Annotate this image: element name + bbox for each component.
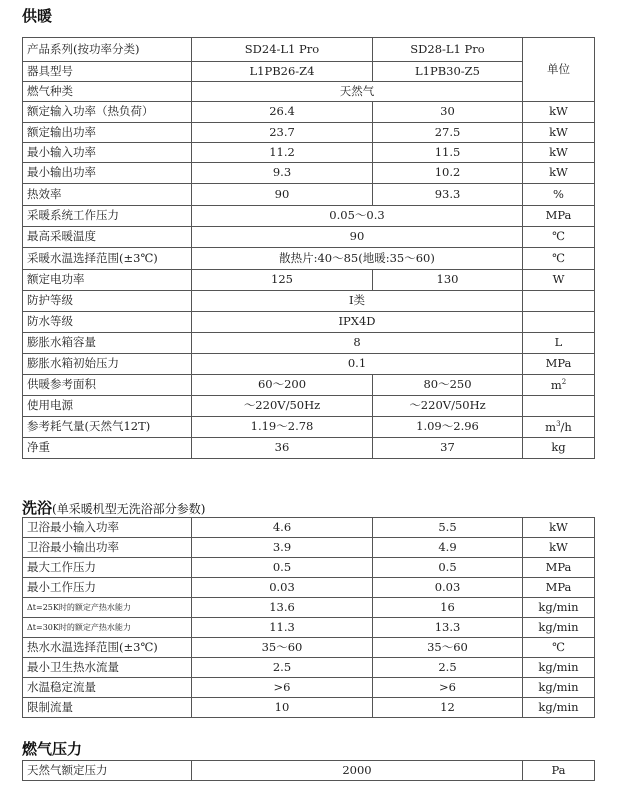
value-model-2: 10.2: [373, 163, 523, 184]
value-merged: 2000: [192, 761, 523, 781]
unit-cell: kW: [523, 123, 595, 143]
value-model-1: ～220V/50Hz: [192, 396, 373, 417]
value-model-2: 37: [373, 438, 523, 459]
table-row: [23, 333, 595, 354]
table-row: [23, 375, 595, 396]
row-label: 产品系列(按功率分类): [23, 38, 192, 62]
value-model-1: 4.6: [192, 518, 373, 538]
table-row: [23, 143, 595, 163]
table-row: [23, 417, 595, 438]
value-merged: 0.1: [192, 354, 523, 375]
table-row: [23, 354, 595, 375]
value-model-1: 11.3: [192, 618, 373, 638]
gas-table: [22, 760, 595, 781]
value-model-2: 30: [373, 102, 523, 123]
value-model-2: 16: [373, 598, 523, 618]
value-model-1: 35～60: [192, 638, 373, 658]
value-model-1: 0.03: [192, 578, 373, 598]
value-model-1: 10: [192, 698, 373, 718]
table-row: [23, 38, 595, 62]
value-model-1: 3.9: [192, 538, 373, 558]
value-model-2: 13.3: [373, 618, 523, 638]
shower-title: 洗浴(单采暖机型无洗浴部分参数): [22, 499, 206, 517]
value-model-1: SD24-L1 Pro: [192, 38, 373, 62]
unit-cell: ℃: [523, 248, 595, 270]
row-label: 净重: [23, 438, 192, 459]
unit-cell: MPa: [523, 206, 595, 227]
value-model-1: 9.3: [192, 163, 373, 184]
value-model-2: 27.5: [373, 123, 523, 143]
unit-exponent: 3: [556, 419, 561, 428]
unit-base: m: [550, 377, 562, 392]
table-row: [23, 312, 595, 333]
table-row: [23, 248, 595, 270]
table-row: [23, 291, 595, 312]
table-row: [23, 184, 595, 206]
value-model-1: 60～200: [192, 375, 373, 396]
row-label: 防护等级: [23, 291, 192, 312]
gas-title: 燃气压力: [22, 740, 83, 758]
table-row: [23, 598, 595, 618]
table-row: [23, 558, 595, 578]
row-label: 膨胀水箱初始压力: [23, 354, 192, 375]
table-row: [23, 658, 595, 678]
table-row: [23, 123, 595, 143]
table-row: [23, 678, 595, 698]
value-merged: I类: [192, 291, 523, 312]
row-label: 燃气种类: [23, 82, 192, 102]
value-model-2: 5.5: [373, 518, 523, 538]
row-label: 使用电源: [23, 396, 192, 417]
value-merged: IPX4D: [192, 312, 523, 333]
unit-cell: kg/min: [523, 598, 595, 618]
value-model-2: 80～250: [373, 375, 523, 396]
row-label: 额定输入功率（热负荷）: [23, 102, 192, 123]
table-row: [23, 698, 595, 718]
value-merged: 0.05～0.3: [192, 206, 523, 227]
unit-cell: kW: [523, 163, 595, 184]
value-model-1: 36: [192, 438, 373, 459]
unit-exponent: 2: [561, 377, 567, 386]
value-model-2: ～220V/50Hz: [373, 396, 523, 417]
row-label: 参考耗气量(天然气12T): [23, 417, 192, 438]
value-model-1: 26.4: [192, 102, 373, 123]
table-row: [23, 102, 595, 123]
value-model-2: >6: [373, 678, 523, 698]
value-model-2: 93.3: [373, 184, 523, 206]
unit-base: m: [545, 419, 557, 434]
row-label: 最小输入功率: [23, 143, 192, 163]
value-model-1: 1.19～2.78: [192, 417, 373, 438]
table-row: [23, 163, 595, 184]
row-label: 卫浴最小输入功率: [23, 518, 192, 538]
row-label: 天然气额定压力: [23, 761, 192, 781]
unit-header: 单位: [523, 38, 595, 102]
value-model-2: 35～60: [373, 638, 523, 658]
unit-cell: ℃: [523, 227, 595, 248]
table-row: [23, 578, 595, 598]
value-model-1: >6: [192, 678, 373, 698]
table-row: [23, 761, 595, 781]
value-model-1: 13.6: [192, 598, 373, 618]
table-row: [23, 206, 595, 227]
row-label: 供暖参考面积: [23, 375, 192, 396]
table-row: [23, 270, 595, 291]
unit-cell: MPa: [523, 354, 595, 375]
row-label: 限制流量: [23, 698, 192, 718]
row-label: 膨胀水箱容量: [23, 333, 192, 354]
unit-cell: kW: [523, 102, 595, 123]
unit-cell: ℃: [523, 638, 595, 658]
unit-cell: MPa: [523, 578, 595, 598]
table-row: [23, 227, 595, 248]
value-model-2: 130: [373, 270, 523, 291]
heating-table: [22, 37, 595, 459]
value-model-2: 2.5: [373, 658, 523, 678]
value-merged: 90: [192, 227, 523, 248]
table-row: [23, 618, 595, 638]
value-model-1: 125: [192, 270, 373, 291]
row-label: 卫浴最小输出功率: [23, 538, 192, 558]
row-label: 最小输出功率: [23, 163, 192, 184]
value-model-2: 0.03: [373, 578, 523, 598]
shower-subtitle: (单采暖机型无洗浴部分参数): [52, 502, 206, 516]
value-model-2: 0.5: [373, 558, 523, 578]
value-model-1: 0.5: [192, 558, 373, 578]
unit-cell: [523, 312, 595, 333]
value-model-2: L1PB30-Z5: [373, 62, 523, 82]
unit-cell: L: [523, 333, 595, 354]
table-row: [23, 538, 595, 558]
value-merged: 8: [192, 333, 523, 354]
row-label: Δt=25K时的额定产热水能力: [23, 598, 192, 618]
unit-cell: kW: [523, 538, 595, 558]
unit-cell: kg/min: [523, 678, 595, 698]
value-model-1: 90: [192, 184, 373, 206]
unit-cell: [523, 417, 595, 438]
table-row: [23, 82, 595, 102]
table-row: [23, 638, 595, 658]
row-label: Δt=30K时的额定产热水能力: [23, 618, 192, 638]
row-label: 热效率: [23, 184, 192, 206]
row-label: 最小工作压力: [23, 578, 192, 598]
unit-cell: kW: [523, 518, 595, 538]
row-label: 最大工作压力: [23, 558, 192, 578]
unit-cell: MPa: [523, 558, 595, 578]
unit-cell: kW: [523, 143, 595, 163]
table-row: [23, 518, 595, 538]
unit-cell: [523, 375, 595, 396]
unit-cell: [523, 291, 595, 312]
unit-cell: %: [523, 184, 595, 206]
unit-cell: Pa: [523, 761, 595, 781]
row-label: 最小卫生热水流量: [23, 658, 192, 678]
unit-cell: kg/min: [523, 658, 595, 678]
value-model-1: 23.7: [192, 123, 373, 143]
value-model-2: 1.09～2.96: [373, 417, 523, 438]
row-label: 水温稳定流量: [23, 678, 192, 698]
row-label: 额定电功率: [23, 270, 192, 291]
value-model-2: 4.9: [373, 538, 523, 558]
row-label: 热水水温选择范围(±3℃): [23, 638, 192, 658]
value-model-2: 11.5: [373, 143, 523, 163]
shower-table: [22, 517, 595, 718]
unit-cell: [523, 396, 595, 417]
unit-cell: kg/min: [523, 698, 595, 718]
unit-cell: kg/min: [523, 618, 595, 638]
value-merged: 散热片:40～85(地暖:35～60): [192, 248, 523, 270]
table-row: [23, 438, 595, 459]
value-model-2: 12: [373, 698, 523, 718]
value-model-1: L1PB26-Z4: [192, 62, 373, 82]
row-label: 额定输出功率: [23, 123, 192, 143]
row-label: 采暖水温选择范围(±3℃): [23, 248, 192, 270]
row-label: 器具型号: [23, 62, 192, 82]
unit-cell: W: [523, 270, 595, 291]
row-label: 采暖系统工作压力: [23, 206, 192, 227]
value-model-1: 2.5: [192, 658, 373, 678]
value-model-2: SD28-L1 Pro: [373, 38, 523, 62]
heating-title: 供暖: [22, 7, 53, 25]
table-row: [23, 62, 595, 82]
row-label: 最高采暖温度: [23, 227, 192, 248]
value-model-1: 11.2: [192, 143, 373, 163]
unit-suffix: /h: [560, 419, 572, 434]
row-label: 防水等级: [23, 312, 192, 333]
table-row: [23, 396, 595, 417]
value-merged: 天然气: [192, 82, 523, 102]
unit-cell: kg: [523, 438, 595, 459]
